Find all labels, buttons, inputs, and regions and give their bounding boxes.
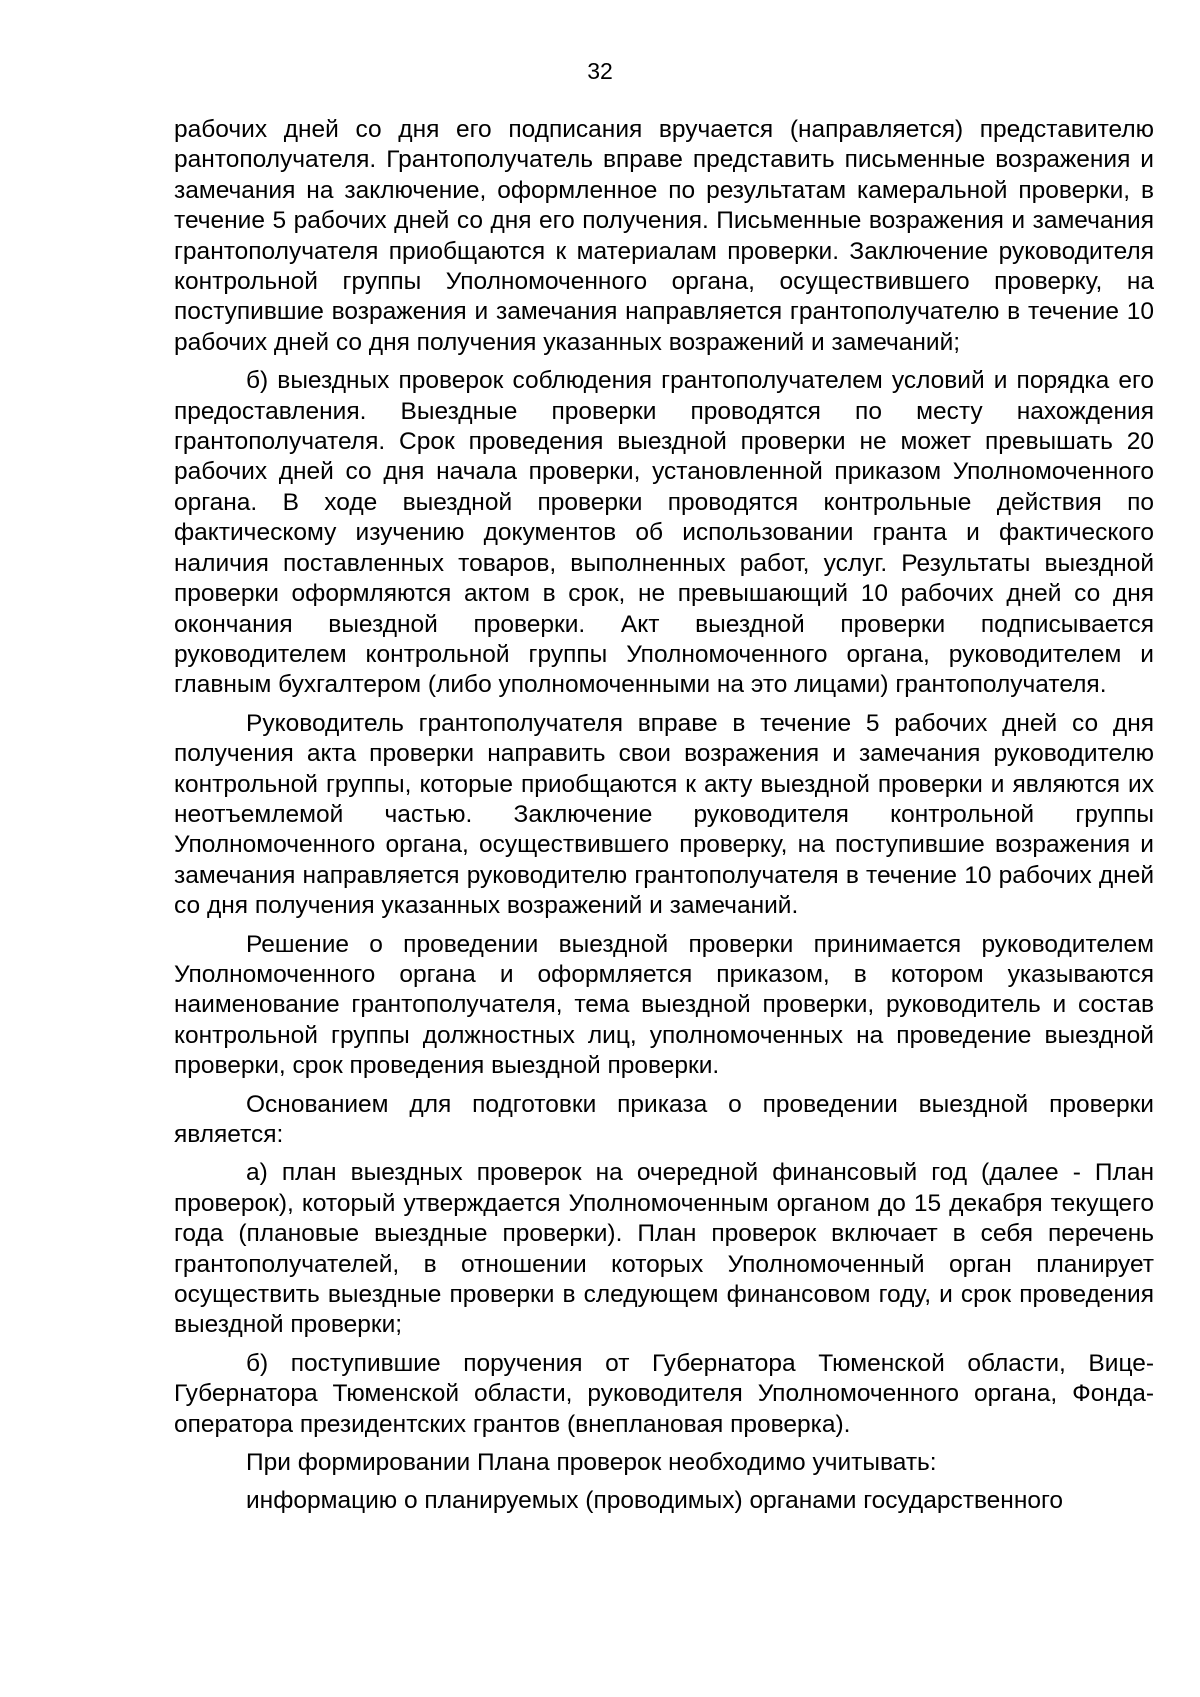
page-number: 32 <box>587 58 613 84</box>
paragraph-8: При формировании Плана проверок необходимо учитывать: <box>246 1449 937 1477</box>
document-body <box>174 115 1154 1525</box>
paragraph-5: Основанием для подготовки приказа о проведении выездной проверки является: <box>174 1090 1154 1148</box>
paragraph-2: б) выездных проверок соблюдения грантополучателем условий и порядка его предоставления. Выездные проверки проводятся по месту нахождения грантополучателя. Срок проведения выездной проверки не может превышать 20 рабочих дней со дня начала проверки, установленной приказом Уполномоченного органа. В ходе выездной проверки проводятся контрольные действия по фактическому изучению документов об использовании гранта и фактического наличия поставленных товаров, выполненных работ, услуг. Результаты выездной проверки оформляются актом в срок, не превышающий 10 рабочих дней со дня окончания выездной проверки. Акт выездной проверки подписывается руководителем контрольной группы Уполномоченного органа, руководителем и главным бухгалтером (либо уполномоченными на это лицами) грантополучателя. <box>174 367 1154 699</box>
paragraph-1: рабочих дней со дня его подписания вручается (направляется) представителю рантополучателя. Грантополучатель вправе представить письменные возражения и замечания на заключение, оформленное по результатам камеральной проверки, в течение 5 рабочих дней со дня его получения. Письменные возражения и замечания грантополучателя приобщаются к материалам проверки. Заключение руководителя контрольной группы Уполномоченного органа, осуществившего проверку, на поступившие возражения и замечания направляется грантополучателю в течение 10 рабочих дней со дня получения указанных возражений и замечаний; <box>174 116 1154 356</box>
paragraph-9: информацию о планируемых (проводимых) органами государственного <box>246 1487 1064 1515</box>
paragraph-3: Руководитель грантополучателя вправе в течение 5 рабочих дней со дня получения акта проверки направить свои возражения и замечания руководителю контрольной группы, которые приобщаются к акту выездной проверки и являются их неотъемлемой частью. Заключение руководителя контрольной группы Уполномоченного органа, осуществившего проверку, на поступившие возражения и замечания направляется руководителю грантополучателя в течение 10 рабочих дней со дня получения указанных возражений и замечаний. <box>174 709 1154 920</box>
paragraph-7: б) поступившие поручения от Губернатора Тюменской области, Вице-Губернатора Тюменской области, руководителя Уполномоченного органа, Фонда-оператора президентских грантов (внеплановая проверка). <box>174 1349 1154 1438</box>
paragraph-4: Решение о проведении выездной проверки принимается руководителем Уполномоченного органа и оформляется приказом, в котором указываются наименование грантополучателя, тема выездной проверки, руководитель и состав контрольной группы должностных лиц, уполномоченных на проведение выездной проверки, срок проведения выездной проверки. <box>174 930 1154 1080</box>
paragraph-6: а) план выездных проверок на очередной финансовый год (далее - План проверок), который утверждается Уполномоченным органом до 15 декабря текущего года (плановые выездные проверки). План проверок включает в себя перечень грантополучателей, в отношении которых Уполномоченный орган планирует осуществить выездные проверки в следующем финансовом году, и срок проведения выездной проверки; <box>174 1159 1154 1339</box>
